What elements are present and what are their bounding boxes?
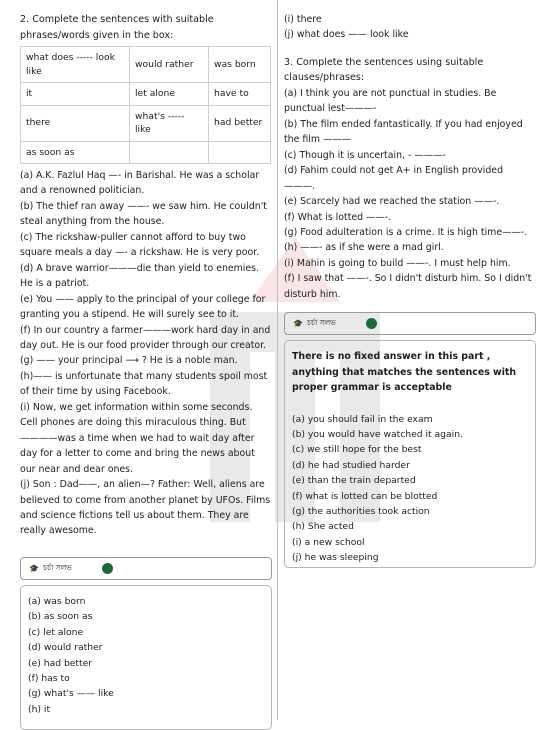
answer-item: (b) you would have watched it again. [292,428,463,440]
answer-item: (j) he was sleeping [292,552,379,564]
sentence: (d) Fahim could not get A+ in English provided ———. [284,165,504,192]
table-cell: there [21,105,130,141]
phrase-box-table [20,46,271,164]
table-row [21,47,271,83]
sentence: (h) ——- as if she were a mad girl. [284,242,444,254]
answer-box [20,585,272,730]
left-column [20,12,272,539]
right-column [284,12,536,302]
graduation-cap-icon: 🎓 [293,319,303,328]
answer-item: (h) it [28,703,51,715]
solve-badge[interactable] [20,557,272,580]
status-dot-icon [366,318,377,329]
sentence: (j) Son : Dad——, an alien—? Father: Well, aliens are believed to come from another planet by UFOs. Films and science fictions tell us about them. They are really awesome. [20,479,271,537]
sentence: (g) —— your principal ⟶ ? He is a noble man. [20,355,238,367]
sentence: (c) Though it is uncertain, - ———- [284,149,446,161]
sentence: (g) Food adulteration is a crime. It is high time——-. [284,226,528,238]
answer-item: (i) a new school [292,536,365,548]
answer-line: (i) there [284,14,322,25]
table-row [21,105,271,141]
sentence: (a) A.K. Fazlul Haq —- in Barishal. He was a scholar and a renowned politician. [20,170,260,197]
sentence: (f) In our country a farmer———work hard day in and day out. He is our food provider through our creator. [20,324,271,351]
graduation-cap-icon: 🎓 [29,564,39,573]
answer-box [284,340,536,568]
answer-item: (d) would rather [28,642,103,654]
sentence: (f) I saw that ——-. So I didn't disturb him. So I didn't disturb him. [284,273,532,300]
section-2-heading: 2. Complete the sentences with suitable phrases/words given in the box: [20,14,214,41]
table-cell: was born [209,47,271,83]
answer-item: (h) She acted [292,521,354,533]
answer-item: (c) we still hope for the best [292,444,422,456]
sentence: (e) You —— apply to the principal of your college for granting you a stipend. He will surely see to it. [20,293,266,321]
table-row [21,141,271,164]
table-cell [130,141,209,164]
sentence: (d) A brave warrior———die than yield to enemies. He is a patriot. [20,262,260,290]
answer-item: (g) what's —— like [28,688,114,700]
table-cell: let alone [130,83,209,106]
sentence: (h)—— is unfortunate that many students spoil most of their time by using Facebook. [20,370,268,398]
sentence: (i) Now, we get information within some seconds. Cell phones are doing this miraculous thing. But ————was a time when we had to wait day after day for a letter to come and bring the news about our near and dear ones. [20,401,255,475]
column-divider [277,0,278,720]
table-cell: what's ----- like [130,105,209,141]
sentence: (f) What is lotted ——-. [284,211,392,223]
badge-label: চর্চা সলভ [306,317,336,327]
solve-badge[interactable] [284,312,536,335]
answer-item: (a) was born [28,596,86,607]
answer-item: (e) than the train departed [292,475,416,487]
table-cell: what does ----- look like [21,47,130,83]
sentence: (e) Scarcely had we reached the station ——-. [284,196,500,208]
table-cell: would rather [130,47,209,83]
answer-line: (j) what does —— look like [284,29,409,41]
answer-item: (a) you should fail in the exam [292,413,433,425]
answer-note: There is no fixed answer in this part , anything that matches the sentences with proper grammar is acceptable [292,351,517,393]
table-cell: as soon as [21,141,130,164]
status-dot-icon [102,563,113,574]
answer-item: (f) has to [28,673,70,685]
table-row [21,83,271,106]
sentence: (b) The film ended fantastically. If you had enjoyed the film ——— [284,118,523,146]
sentence: (a) I think you are not punctual in studies. Be punctual lest———- [284,87,497,115]
table-cell: had better [209,105,271,141]
answer-item: (d) he had studied harder [292,459,410,471]
table-cell: have to [209,83,271,106]
table-cell [209,141,271,164]
answer-item: (f) what is lotted can be blotted [292,490,438,502]
badge-label: চর্চা সলভ [42,562,72,572]
answer-item: (e) had better [28,657,93,669]
sentence: (i) Mahin is going to build ——-. I must help him. [284,257,511,269]
answer-item: (g) the authorities took action [292,505,430,517]
section-3-heading: 3. Complete the sentences using suitable clauses/phrases: [284,56,484,84]
table-cell: it [21,83,130,106]
answer-item: (c) let alone [28,626,84,638]
sentence: (b) The thief ran away ——- we saw him. He couldn't steal anything from the house. [20,200,267,228]
answer-item: (b) as soon as [28,611,93,623]
sentence: (c) The rickshaw-puller cannot afford to buy two square meals a day —- a rickshaw. He is very poor. [20,231,260,259]
